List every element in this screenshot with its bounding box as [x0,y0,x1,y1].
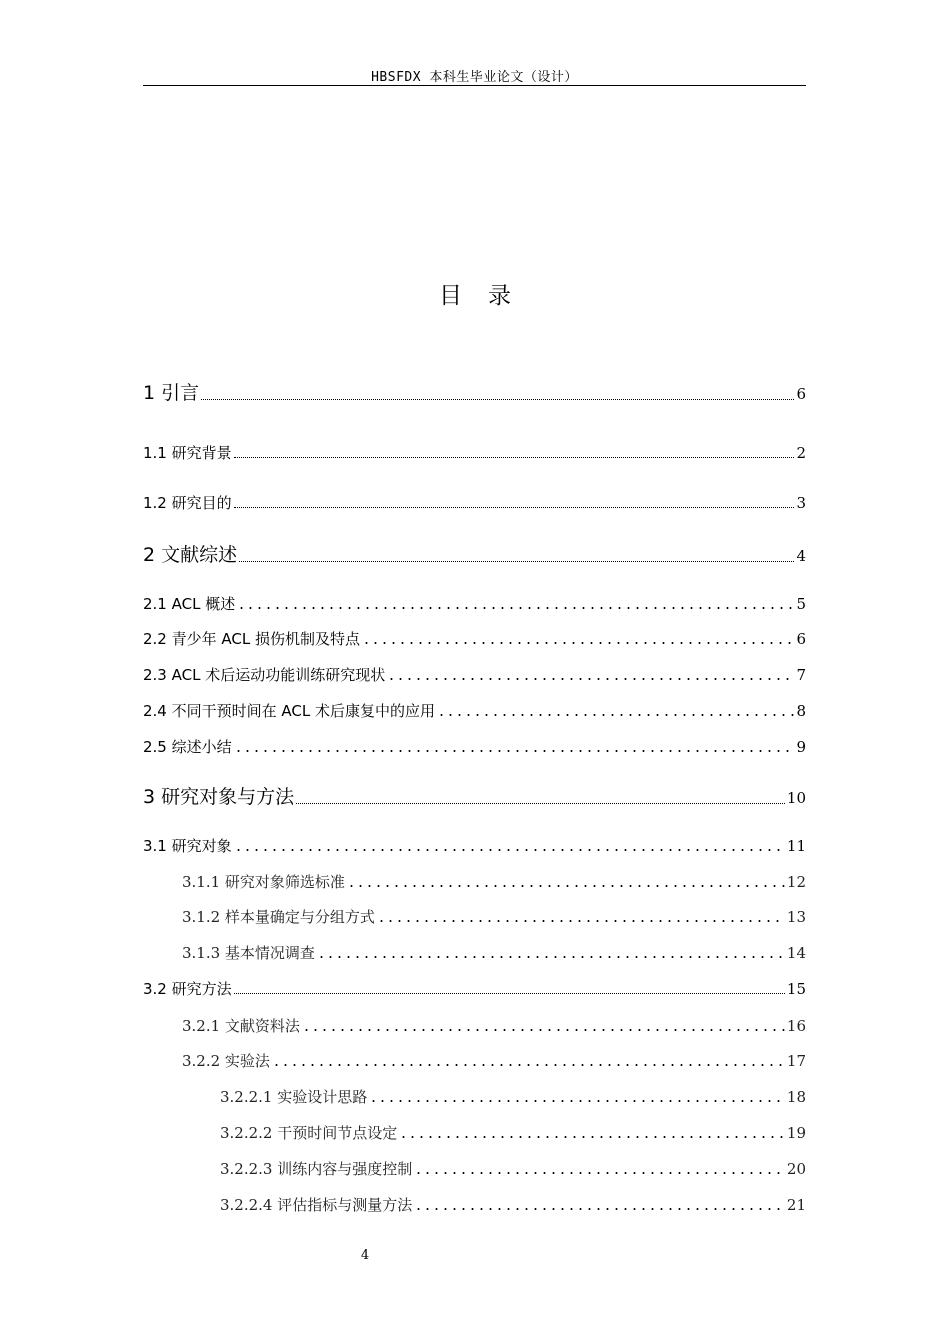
toc-entry[interactable] [143,540,806,567]
toc-entry[interactable] [220,1158,806,1179]
dot-leader [234,457,795,458]
toc-entry-page: 4 [796,547,806,565]
toc-entry-title: 2 文献综述 [143,544,238,566]
dot-leader [234,849,785,851]
toc-entry[interactable] [143,378,806,405]
dot-leader [414,1208,785,1210]
dot-leader [387,678,794,680]
toc-entry-title: 3.2.2.2 干预时间节点设定 [220,1124,398,1142]
dot-leader [201,399,794,400]
dot-leader [399,1136,785,1138]
toc-entry-page: 3 [796,494,806,512]
toc-entry-title: 3.1.3 基本情况调查 [182,944,315,962]
dot-leader [234,507,795,508]
toc-entry[interactable] [220,1086,806,1107]
toc-entry-title: 3.2.2 实验法 [182,1052,270,1070]
toc-entry-page: 17 [786,1052,806,1070]
toc-entry-page: 14 [786,944,806,962]
toc-entry-page: 20 [786,1160,806,1178]
toc-entry[interactable] [220,1122,806,1143]
toc-entry-page: 18 [786,1088,806,1106]
toc-entry[interactable] [143,442,806,463]
toc-entry-title: 2.3 ACL 术后运动功能训练研究现状 [143,666,386,684]
toc-entry[interactable] [143,492,806,513]
toc-entry[interactable] [143,782,806,809]
toc-entry-page: 15 [786,980,806,998]
toc-entry-title: 3.2.2.3 训练内容与强度控制 [220,1160,413,1178]
toc-entry[interactable] [143,978,806,999]
toc-entry[interactable] [182,942,806,963]
toc-entry-title: 3.1.2 样本量确定与分组方式 [182,908,375,926]
dot-leader [437,714,794,716]
dot-leader [362,642,794,644]
toc-entry-title: 2.2 青少年 ACL 损伤机制及特点 [143,630,360,648]
toc-entry-title: 2.5 综述小结 [143,738,232,756]
toc-entry[interactable] [182,1015,806,1036]
toc-entry-page: 19 [786,1124,806,1142]
toc-entry[interactable] [182,1050,806,1071]
toc-entry-page: 13 [786,908,806,926]
dot-leader [272,1064,785,1066]
toc-entry-page: 8 [796,702,806,720]
toc-entry[interactable] [143,835,806,856]
toc-entry-title: 2.4 不同干预时间在 ACL 术后康复中的应用 [143,702,435,720]
dot-leader [369,1100,785,1102]
dot-leader [296,803,785,804]
dot-leader [234,993,785,994]
toc-entry[interactable] [220,1194,806,1215]
toc-entry-page: 6 [796,385,806,403]
toc-entry-title: 3.2.2.1 实验设计思路 [220,1088,368,1106]
toc-entry[interactable] [143,736,806,757]
toc-entry-page: 11 [786,837,806,855]
toc-title: 目录 [439,283,537,309]
toc-entry[interactable] [143,700,806,721]
toc-entry[interactable] [143,628,806,649]
toc-entry-title: 3.1 研究对象 [143,837,232,855]
toc-entry-page: 12 [786,873,806,891]
toc-entry-page: 6 [796,630,806,648]
running-header: HBSFDX 本科生毕业论文（设计） [371,70,578,85]
toc-entry-title: 2.1 ACL 概述 [143,595,236,613]
header-rule [143,85,806,86]
toc-entry[interactable] [143,593,806,614]
toc-entry-page: 16 [786,1017,806,1035]
dot-leader [302,1029,785,1031]
dot-leader [414,1172,785,1174]
page-number: 4 [360,1248,370,1263]
toc-entry-page: 10 [786,789,806,807]
dot-leader [237,607,794,609]
toc-entry-title: 1.1 研究背景 [143,444,232,462]
toc-entry-title: 3.2.1 文献资料法 [182,1017,300,1035]
toc-entry[interactable] [182,906,806,927]
toc-entry-page: 2 [796,444,806,462]
toc-entry-page: 9 [796,738,806,756]
toc-entry-page: 5 [796,595,806,613]
dot-leader [317,956,785,958]
toc-entry-title: 3 研究对象与方法 [143,786,295,808]
toc-entry-title: 3.2.2.4 评估指标与测量方法 [220,1196,413,1214]
toc-entry-title: 1 引言 [143,382,200,404]
toc-entry[interactable] [182,871,806,892]
toc-entry-title: 3.2 研究方法 [143,980,232,998]
toc-entry-page: 7 [796,666,806,684]
dot-leader [377,920,785,922]
toc-entry-title: 3.1.1 研究对象筛选标准 [182,873,345,891]
dot-leader [239,561,794,562]
toc-entry-page: 21 [786,1196,806,1214]
dot-leader [234,750,795,752]
dot-leader [347,885,785,887]
toc-entry[interactable] [143,664,806,685]
toc-entry-title: 1.2 研究目的 [143,494,232,512]
